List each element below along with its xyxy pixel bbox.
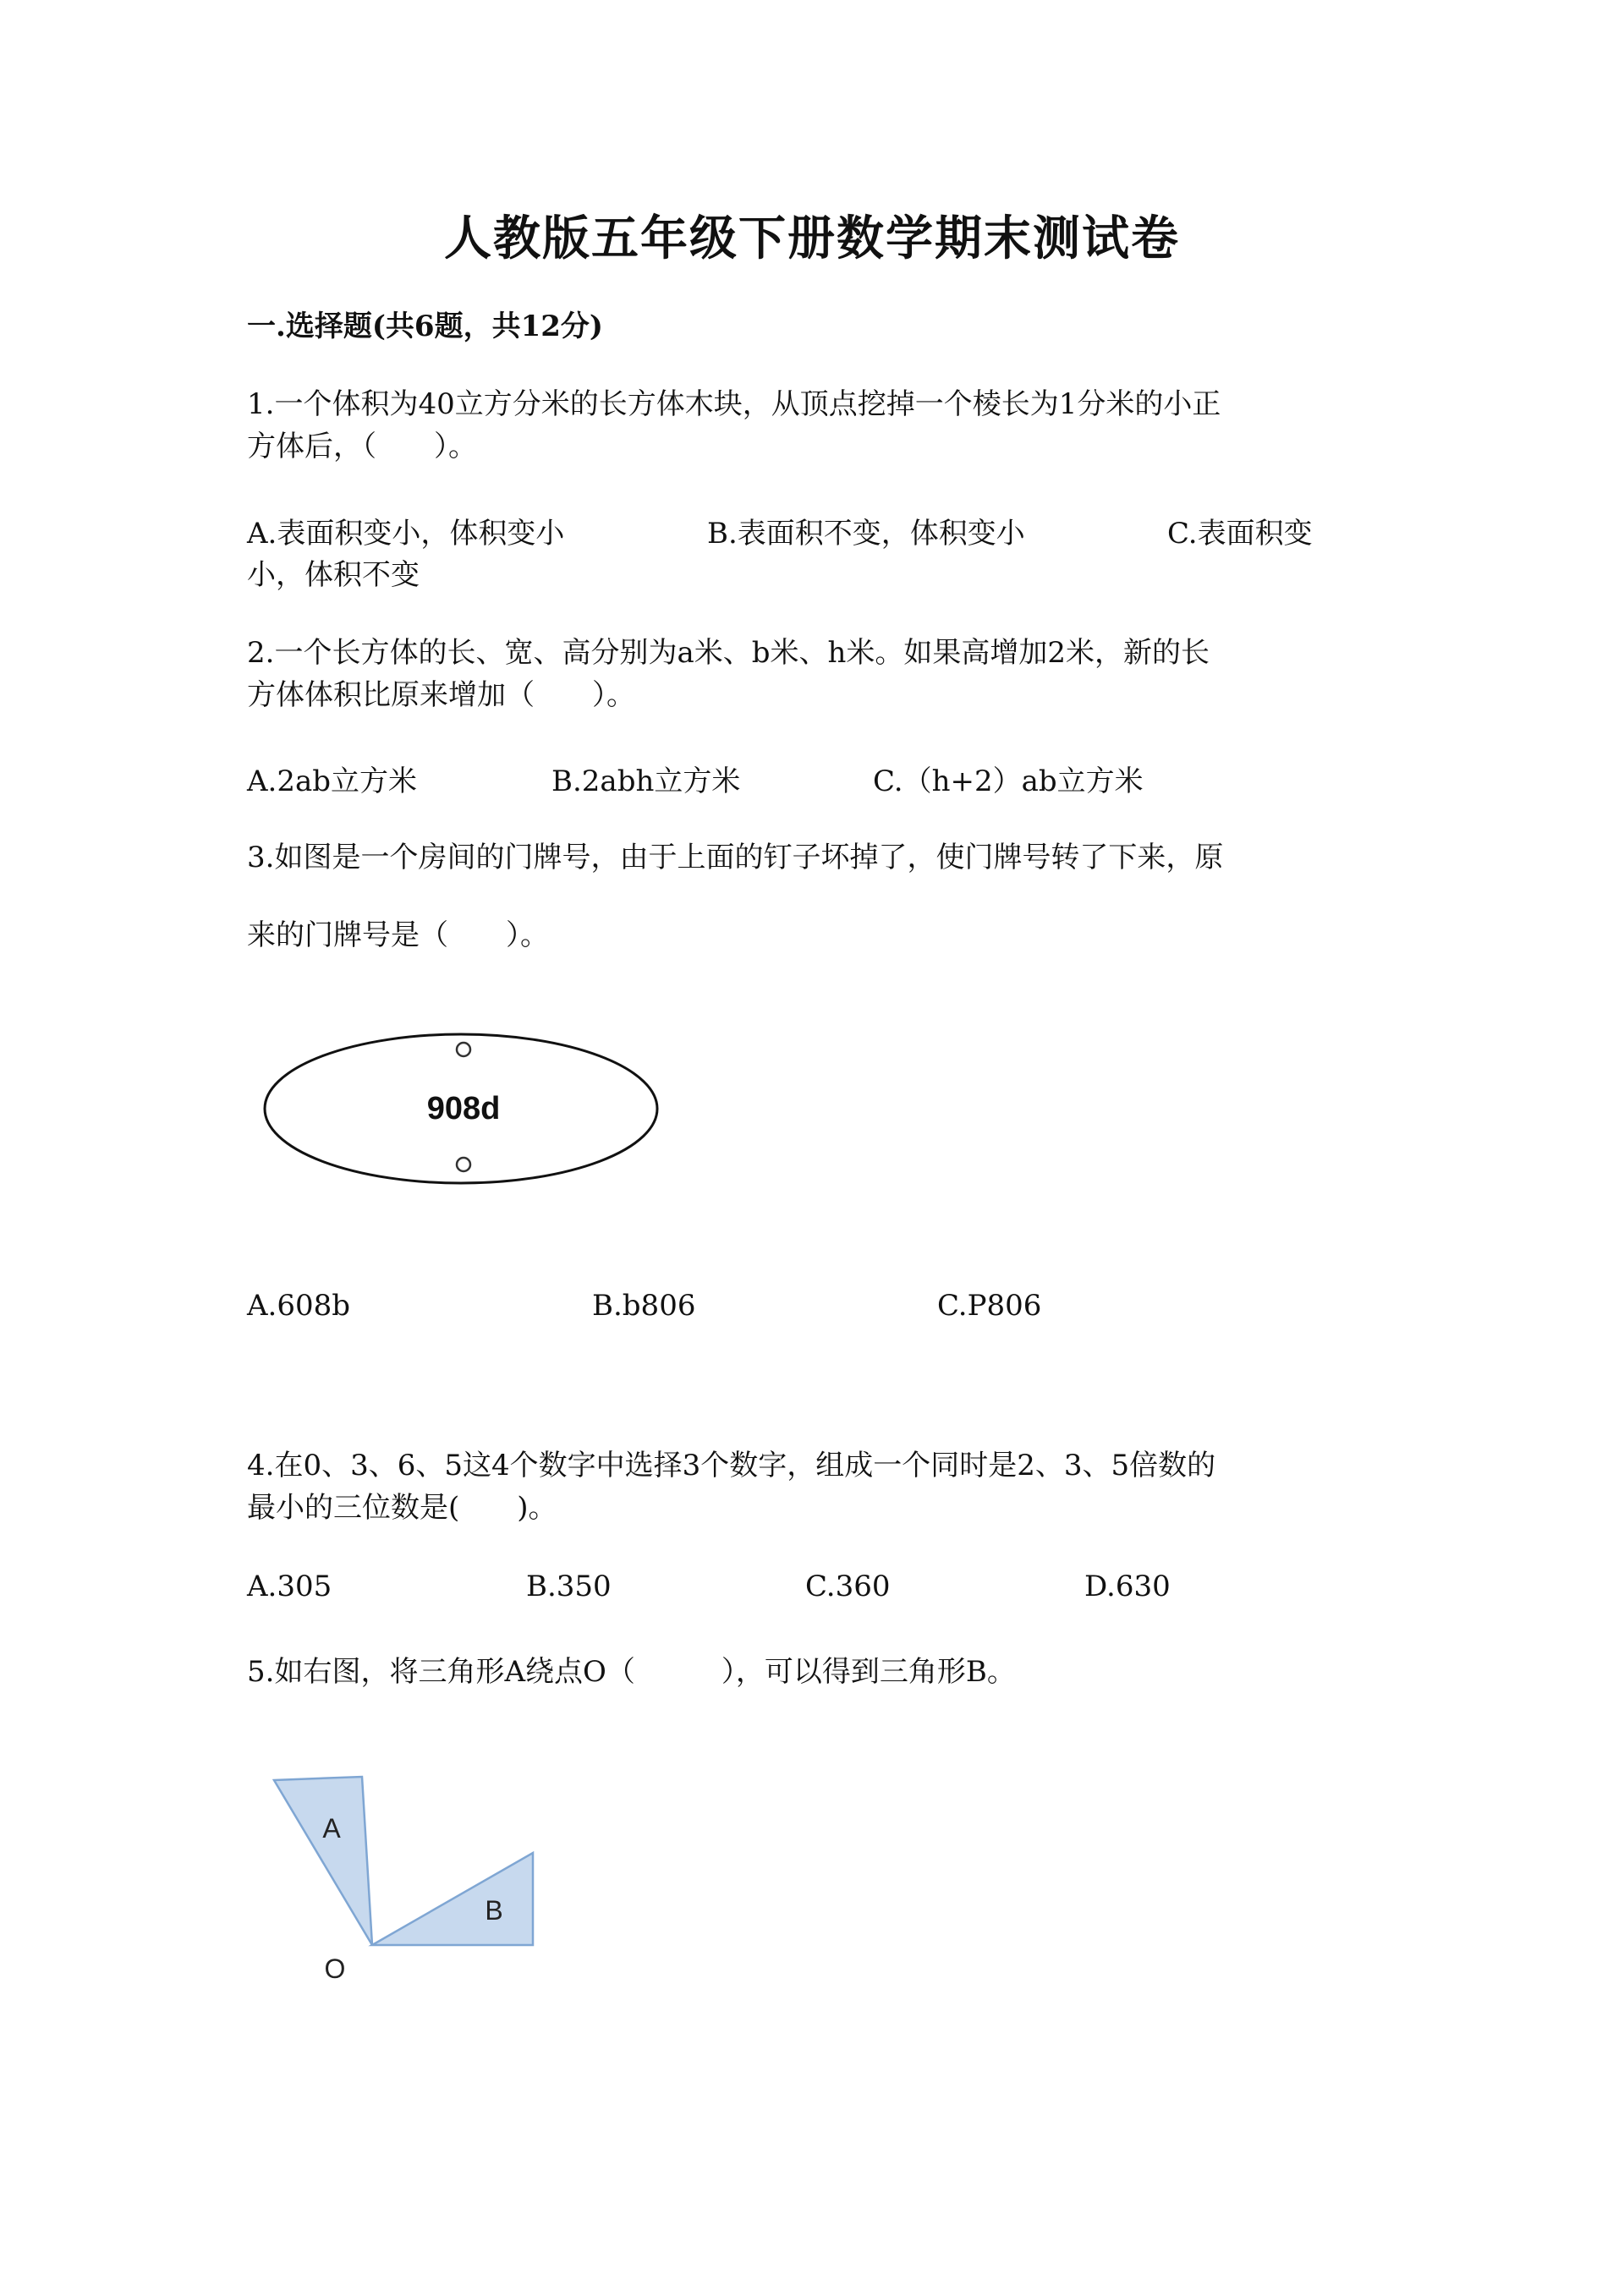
door-plate-figure [262, 1027, 685, 1197]
question-3-line-1: 3.如图是一个房间的门牌号，由于上面的钉子坏掉了，使门牌号转了下来，原 [247, 841, 1224, 874]
question-1-line-2: 方体后，（ ）。 [247, 430, 477, 463]
question-4-option-a: A.305 [247, 1570, 332, 1603]
question-2-option-a: A.2ab立方米 [247, 764, 418, 798]
section-heading: 一.选择题(共6题，共12分) [247, 310, 603, 343]
question-3-option-c: C.P806 [937, 1289, 1042, 1323]
door-plate-number: 908d [426, 1091, 501, 1126]
question-2-line-2: 方体体积比原来增加（ ）。 [247, 678, 635, 712]
page-title: 人教版五年级下册数学期末测试卷 [444, 211, 1180, 266]
question-4-line-2: 最小的三位数是( )。 [247, 1491, 557, 1525]
question-1-option-b: B.表面积不变，体积变小 [707, 517, 1025, 551]
triangle-b-label: B [485, 1895, 503, 1926]
question-3-option-b: B.b806 [592, 1289, 696, 1323]
triangle-a-label: A [322, 1813, 341, 1844]
question-4-line-1: 4.在0、3、6、5这4个数字中选择3个数字，组成一个同时是2、3、5倍数的 [247, 1449, 1216, 1482]
question-1-option-a: A.表面积变小，体积变小 [247, 517, 565, 551]
question-3-option-a: A.608b [247, 1289, 351, 1323]
question-1-option-c-cont: 小，体积不变 [247, 558, 420, 592]
point-o-label: O [324, 1954, 346, 1984]
question-3-line-2: 来的门牌号是（ ）。 [247, 918, 549, 952]
question-4-option-c: C.360 [805, 1570, 891, 1603]
nail-hole-top [457, 1043, 470, 1056]
question-2-option-c: C.（h+2）ab立方米 [873, 764, 1144, 798]
question-4-option-b: B.350 [526, 1570, 612, 1603]
triangle-b [372, 1853, 533, 1945]
question-2-line-1: 2.一个长方体的长、宽、高分别为a米、b米、h米。如果高增加2米，新的长 [247, 636, 1210, 670]
rotation-triangles-figure [254, 1763, 558, 1992]
question-1-option-c: C.表面积变 [1167, 517, 1313, 551]
question-1-line-1: 1.一个体积为40立方分米的长方体木块，从顶点挖掉一个棱长为1分米的小正 [247, 387, 1221, 421]
triangle-a [274, 1777, 372, 1945]
nail-hole-bottom [457, 1158, 470, 1171]
question-4-option-d: D.630 [1084, 1570, 1171, 1603]
question-2-option-b: B.2abh立方米 [551, 764, 741, 798]
question-5-line-1: 5.如右图，将三角形A绕点O（ ），可以得到三角形B。 [247, 1655, 1016, 1689]
